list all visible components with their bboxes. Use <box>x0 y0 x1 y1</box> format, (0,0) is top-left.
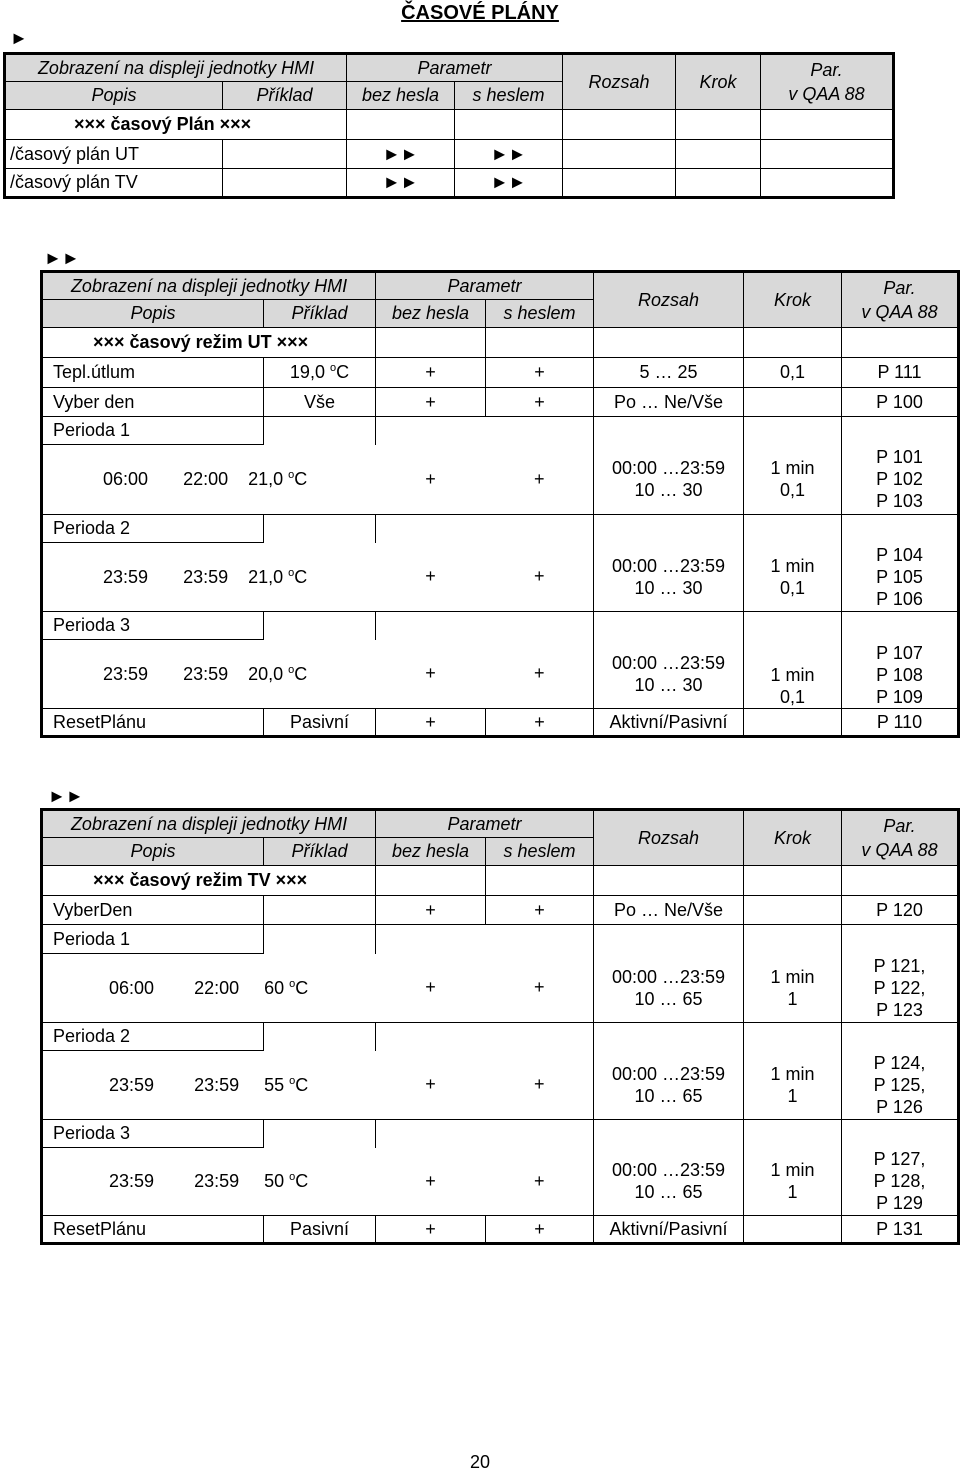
cell-popis: VyberDen <box>42 896 264 925</box>
period-header-row <box>42 1023 959 1051</box>
cell-s-heslem: + <box>486 388 594 417</box>
hdr-par: Par. v QAA 88 <box>761 54 894 110</box>
cell-rozsah: 00:00 …23:59 10 … 65 <box>594 954 744 1023</box>
cell-popis: ResetPlánu <box>42 709 264 737</box>
arrow-bez-hesla: ►► <box>347 140 455 169</box>
table-row <box>42 388 959 417</box>
table-rezim-ut <box>40 270 960 738</box>
row-label: /časový plán TV <box>5 169 223 198</box>
period-label: Perioda 1 <box>42 925 264 954</box>
cell-s-heslem: + <box>486 954 594 1023</box>
cell-krok <box>744 896 842 925</box>
cell-bez-hesla: + <box>376 1148 486 1216</box>
cell-bez-hesla: + <box>376 1051 486 1120</box>
cell-s-heslem: + <box>486 1148 594 1216</box>
period-row <box>42 640 959 709</box>
cell-s-heslem: + <box>486 445 594 515</box>
hdr-priklad: Příklad <box>223 82 347 110</box>
hdr-hmi: Zobrazení na displeji jednotky HMI <box>5 54 347 82</box>
hdr-parametr: Parametr <box>347 54 563 82</box>
period-row <box>42 445 959 515</box>
hdr-s-heslem: s heslem <box>455 82 563 110</box>
hdr-bez-hesla: bez hesla <box>376 838 486 866</box>
cell-s-heslem: + <box>486 358 594 388</box>
cell-s-heslem: + <box>486 1216 594 1244</box>
hdr-krok: Krok <box>676 54 761 110</box>
table-casovy-plan <box>3 52 895 199</box>
cell-bez-hesla: + <box>376 954 486 1023</box>
cell-rozsah: Aktivní/Pasivní <box>594 709 744 737</box>
cell-par: P 121, P 122, P 123 <box>842 954 959 1023</box>
period-values: 23:59 23:59 55 $^o$C <box>42 1051 376 1120</box>
period-label: Perioda 2 <box>42 515 264 543</box>
hdr-krok: Krok <box>744 272 842 328</box>
hdr-parametr: Parametr <box>376 810 594 838</box>
cell-bez-hesla: + <box>376 709 486 737</box>
cell-priklad: Pasivní <box>264 1216 376 1244</box>
cell-bez-hesla: + <box>376 640 486 709</box>
cell-bez-hesla: + <box>376 896 486 925</box>
hdr-bez-hesla: bez hesla <box>376 300 486 328</box>
cell-priklad: Vše <box>264 388 376 417</box>
section-title: ××× časový Plán ××× <box>5 110 347 140</box>
period-values: 06:00 22:00 21,0 $^o$C <box>42 445 376 515</box>
arrow-marker: ►► <box>48 786 84 806</box>
cell-krok <box>744 388 842 417</box>
hdr-popis: Popis <box>5 82 223 110</box>
arrow-marker: ►► <box>44 248 80 268</box>
period-row <box>42 1051 959 1120</box>
cell-bez-hesla: + <box>376 388 486 417</box>
cell-krok: 1 min 0,1 <box>744 543 842 612</box>
hdr-rozsah: Rozsah <box>594 810 744 866</box>
period-header-row <box>42 1120 959 1148</box>
arrow-marker: ► <box>10 28 28 48</box>
period-label: Perioda 1 <box>42 417 264 445</box>
cell-rozsah: 00:00 …23:59 10 … 30 <box>594 543 744 612</box>
cell-priklad <box>264 896 376 925</box>
cell-bez-hesla: + <box>376 358 486 388</box>
cell-par: P 107 P 108 P 109 <box>842 640 959 709</box>
table-row <box>42 1216 959 1244</box>
cell-s-heslem: + <box>486 1051 594 1120</box>
cell-par: P 101 P 102 P 103 <box>842 445 959 515</box>
cell-popis: Vyber den <box>42 388 264 417</box>
cell-bez-hesla: + <box>376 1216 486 1244</box>
period-values: 06:00 22:00 60 $^o$C <box>42 954 376 1023</box>
arrow-bez-hesla: ►► <box>347 169 455 198</box>
hdr-parametr: Parametr <box>376 272 594 300</box>
cell-s-heslem: + <box>486 896 594 925</box>
hdr-priklad: Příklad <box>264 838 376 866</box>
table-row <box>42 358 959 388</box>
cell-par: P 110 <box>842 709 959 737</box>
cell-krok: 0,1 <box>744 358 842 388</box>
period-header-row <box>42 515 959 543</box>
row-label: /časový plán UT <box>5 140 223 169</box>
cell-popis: ResetPlánu <box>42 1216 264 1244</box>
cell-s-heslem: + <box>486 543 594 612</box>
hdr-s-heslem: s heslem <box>486 838 594 866</box>
cell-priklad: 19,0 $^o$C <box>264 358 376 388</box>
cell-par: P 100 <box>842 388 959 417</box>
cell-rozsah: 5 … 25 <box>594 358 744 388</box>
cell-rozsah: Po … Ne/Vše <box>594 896 744 925</box>
period-label: Perioda 2 <box>42 1023 264 1051</box>
period-row <box>42 1148 959 1216</box>
hdr-hmi: Zobrazení na displeji jednotky HMI <box>42 272 376 300</box>
cell-popis: Tepl.útlum <box>42 358 264 388</box>
arrow-s-heslem: ►► <box>455 169 563 198</box>
section-title: ××× časový režim TV ××× <box>42 866 376 896</box>
section-title: ××× časový režim UT ××× <box>42 328 376 358</box>
period-header-row <box>42 612 959 640</box>
cell-rozsah: 00:00 …23:59 10 … 65 <box>594 1148 744 1216</box>
cell-priklad: Pasivní <box>264 709 376 737</box>
hdr-krok: Krok <box>744 810 842 866</box>
cell-rozsah: 00:00 …23:59 10 … 65 <box>594 1051 744 1120</box>
cell-par: P 131 <box>842 1216 959 1244</box>
table-rezim-tv <box>40 808 960 1245</box>
hdr-hmi: Zobrazení na displeji jednotky HMI <box>42 810 376 838</box>
table-row <box>42 896 959 925</box>
period-header-row <box>42 417 959 445</box>
cell-krok: 1 min 1 <box>744 1148 842 1216</box>
cell-par: P 127, P 128, P 129 <box>842 1148 959 1216</box>
hdr-priklad: Příklad <box>264 300 376 328</box>
cell-par: P 120 <box>842 896 959 925</box>
cell-bez-hesla: + <box>376 445 486 515</box>
period-row <box>42 954 959 1023</box>
cell-bez-hesla: + <box>376 543 486 612</box>
hdr-popis: Popis <box>42 838 264 866</box>
period-row <box>42 543 959 612</box>
page-title: ČASOVÉ PLÁNY <box>401 2 559 24</box>
cell-krok: 1 min 1 <box>744 1051 842 1120</box>
cell-rozsah: 00:00 …23:59 10 … 30 <box>594 445 744 515</box>
period-header-row <box>42 925 959 954</box>
cell-par: P 104 P 105 P 106 <box>842 543 959 612</box>
cell-rozsah: Aktivní/Pasivní <box>594 1216 744 1244</box>
hdr-s-heslem: s heslem <box>486 300 594 328</box>
cell-rozsah: 00:00 …23:59 10 … 30 <box>594 640 744 709</box>
period-label: Perioda 3 <box>42 612 264 640</box>
cell-krok: 1 min 1 <box>744 954 842 1023</box>
cell-krok: 1 min 0,1 <box>744 640 842 709</box>
cell-s-heslem: + <box>486 709 594 737</box>
hdr-par: Par. v QAA 88 <box>842 272 959 328</box>
hdr-popis: Popis <box>42 300 264 328</box>
hdr-par: Par. v QAA 88 <box>842 810 959 866</box>
period-values: 23:59 23:59 21,0 $^o$C <box>42 543 376 612</box>
period-values: 23:59 23:59 50 $^o$C <box>42 1148 376 1216</box>
hdr-bez-hesla: bez hesla <box>347 82 455 110</box>
table-row <box>5 169 894 198</box>
cell-s-heslem: + <box>486 640 594 709</box>
period-label: Perioda 3 <box>42 1120 264 1148</box>
arrow-s-heslem: ►► <box>455 140 563 169</box>
cell-par: P 124, P 125, P 126 <box>842 1051 959 1120</box>
cell-krok: 1 min 0,1 <box>744 445 842 515</box>
period-values: 23:59 23:59 20,0 $^o$C <box>42 640 376 709</box>
table-row <box>5 140 894 169</box>
page-number: 20 <box>469 1452 491 1472</box>
cell-par: P 111 <box>842 358 959 388</box>
table-row <box>42 709 959 737</box>
cell-rozsah: Po … Ne/Vše <box>594 388 744 417</box>
hdr-rozsah: Rozsah <box>594 272 744 328</box>
hdr-rozsah: Rozsah <box>563 54 676 110</box>
